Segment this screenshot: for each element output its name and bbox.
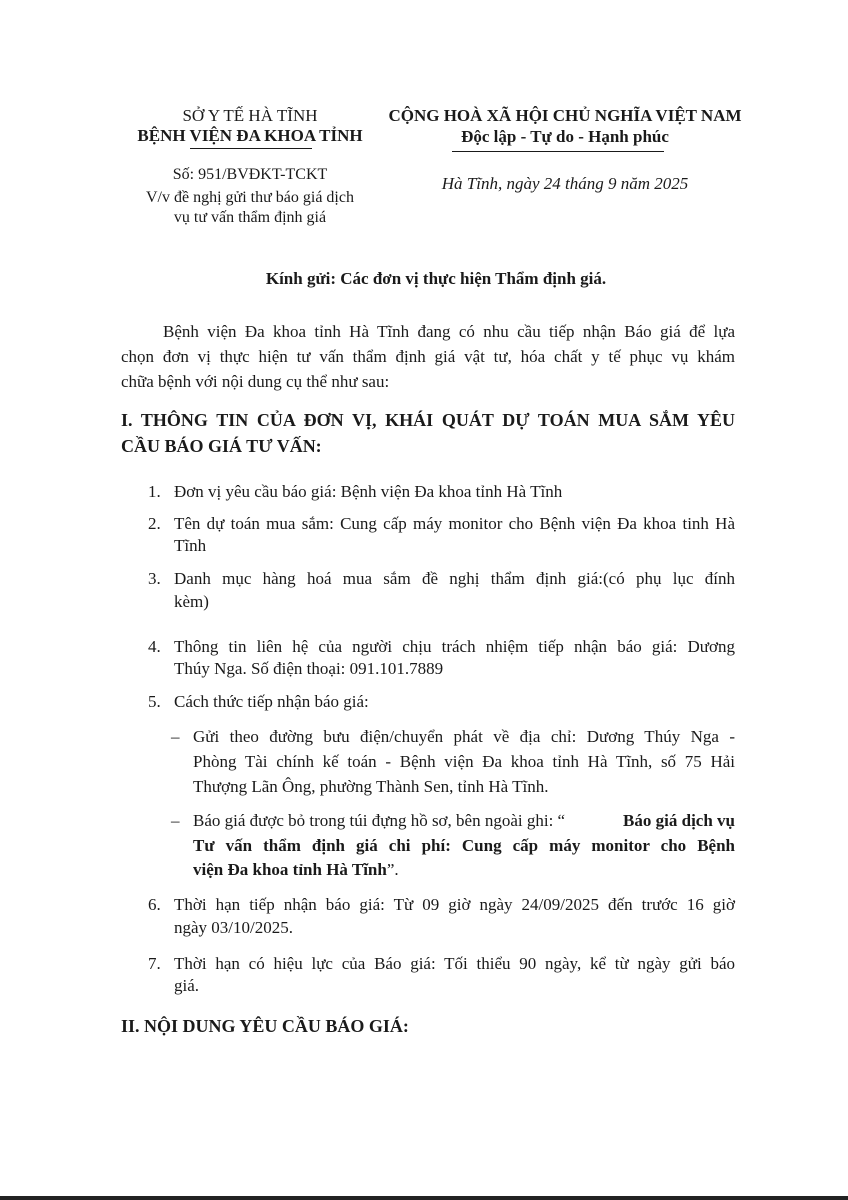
list-item-text: Thời hạn có hiệu lực của Báo giá: Tối thiểu 90 ngày, kể từ ngày gửi báo (174, 954, 735, 973)
list-item-text: Danh mục hàng hoá mua sắm đề nghị thẩm định giá:(có phụ lục đính (174, 569, 735, 588)
ministry-name: SỞ Y TẾ HÀ TĨNH (182, 106, 318, 125)
list-item-number: 2. (148, 514, 161, 533)
list-item-text: Thời hạn tiếp nhận báo giá: Từ 09 giờ ngày 24/09/2025 đến trước 16 giờ (174, 895, 735, 914)
subject-line-1: V/v đề nghị gửi thư báo giá dịch (146, 189, 354, 206)
list-item-text: kèm) (174, 592, 209, 611)
dash-item-text (193, 860, 399, 880)
list-item-number: 1. (148, 482, 161, 501)
list-item-number: 4. (148, 637, 161, 656)
dash-item-text-bold: viện Đa khoa tỉnh Hà Tĩnh (193, 860, 387, 879)
list-item-text: Cách thức tiếp nhận báo giá: (174, 692, 369, 711)
intro-line-1: Bệnh viện Đa khoa tỉnh Hà Tĩnh đang có nhu cầu tiếp nhận Báo giá để lựa (163, 322, 735, 341)
hospital-underline (190, 148, 312, 149)
motto-underline (452, 151, 664, 152)
dash-item-text-bold: Tư vấn thẩm định giá chi phí: Cung cấp máy monitor cho Bệnh (193, 836, 735, 855)
list-item-text: Thông tin liên hệ của người chịu trách nhiệm tiếp nhận báo giá: Dương (174, 637, 735, 656)
list-item-number: 6. (148, 895, 161, 914)
list-item-text: Thúy Nga. Số điện thoại: 091.101.7889 (174, 659, 444, 678)
list-item-text: ngày 03/10/2025. (174, 918, 293, 937)
list-item-number: 5. (148, 692, 161, 711)
nation-title: CỘNG HOÀ XÃ HỘI CHỦ NGHĨA VIỆT NAM (388, 106, 742, 125)
dash-item-text-bold: Báo giá dịch vụ (623, 811, 735, 830)
intro-line-3: chữa bệnh với nội dung cụ thể như sau: (121, 372, 390, 391)
dash-item-text: Thượng Lãn Ông, phường Thành Sen, tỉnh Hà Tĩnh. (193, 777, 549, 796)
list-item-number: 3. (148, 569, 161, 588)
section-2-heading: II. NỘI DUNG YÊU CẦU BÁO GIÁ: (121, 1016, 409, 1036)
dash-item-text: Phòng Tài chính kế toán - Bệnh viện Đa khoa tỉnh Hà Tĩnh, số 75 Hải (193, 752, 735, 771)
list-item-text: Đơn vị yêu cầu báo giá: Bệnh viện Đa khoa tỉnh Hà Tĩnh (174, 482, 563, 501)
hospital-name: BỆNH VIỆN ĐA KHOA TỈNH (137, 126, 363, 145)
list-item-text: giá. (174, 976, 200, 995)
recipient-line: Kính gửi: Các đơn vị thực hiện Thẩm định giá. (265, 269, 607, 288)
nation-motto: Độc lập - Tự do - Hạnh phúc (461, 127, 669, 146)
list-item-text: Tĩnh (174, 536, 207, 555)
document-number: Số: 951/BVĐKT-TCKT (172, 166, 328, 183)
dash-bullet: – (171, 727, 180, 746)
section-1-heading-line-2: CẦU BÁO GIÁ TƯ VẤN: (121, 436, 322, 456)
subject-line-2: vụ tư vấn thẩm định giá (173, 209, 327, 226)
dash-item-text: Gửi theo đường bưu điện/chuyển phát về địa chỉ: Dương Thúy Nga - (193, 727, 735, 746)
section-1-heading-line-1: I. THÔNG TIN CỦA ĐƠN VỊ, KHÁI QUÁT DỰ TOÁN MUA SẮM YÊU (121, 410, 735, 430)
list-item-text: Tên dự toán mua sắm: Cung cấp máy monitor cho Bệnh viện Đa khoa tinh Hà (174, 514, 735, 533)
place-date: Hà Tĩnh, ngày 24 tháng 9 năm 2025 (441, 174, 689, 193)
dash-item-text-plain: ”. (386, 860, 399, 879)
intro-line-2: chọn đơn vị thực hiện tư vấn thẩm định giá vật tư, hóa chất y tế phục vụ khám (121, 347, 735, 366)
scan-edge (0, 1196, 848, 1200)
dash-bullet: – (171, 811, 180, 830)
dash-item-text-plain: Báo giá được bỏ trong túi đựng hồ sơ, bên ngoài ghi: “ (193, 811, 566, 830)
list-item-number: 7. (148, 954, 161, 973)
dash-item-text (193, 811, 735, 831)
